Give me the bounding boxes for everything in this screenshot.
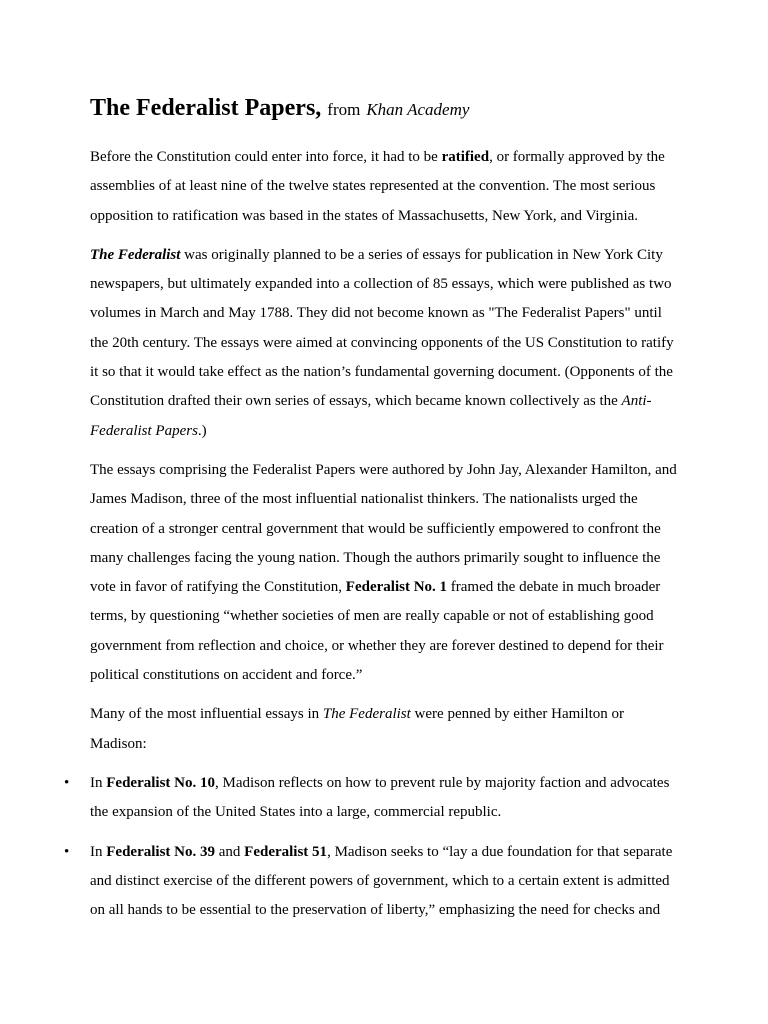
text-run: framed the debate in much broader terms, by questioning “whether societies of men are really capable or not of establishing good government from reflection and choice, or whether they are forever destined to depend for their political constitutions on accident and force.”	[90, 579, 664, 684]
bullet-icon: •	[64, 774, 70, 791]
paragraph-authors	[90, 456, 682, 690]
text-run: , or formally approved by the assemblies of at least nine of the twelve states represented at the convention. The most serious opposition to ratification was based in the states of Massachusetts, New York, and Virginia.	[90, 149, 665, 224]
text-run: Many of the most influential essays in	[90, 706, 323, 723]
list-item	[64, 838, 682, 926]
term-anti-federalist-papers: Anti-Federalist Papers	[90, 393, 652, 439]
term-federalist-no-1: Federalist No. 1	[345, 579, 448, 596]
text-run: and	[214, 843, 245, 860]
bullet-icon: •	[64, 843, 70, 860]
term-federalist-no-39: Federalist No. 39	[106, 843, 215, 860]
essay-list	[64, 769, 682, 925]
text-run: In	[90, 843, 107, 860]
text-run: was originally planned to be a series of essays for publication in New York City newspapers, but ultimately expanded into a collection of 85 essays, which were published as two volumes in March and May 1788. They did not become known as "The Federalist Papers" until the 20th century. The essays were aimed at convincing opponents of the US Constitution to ratify it so that it would take effect as the nation’s fundamental governing document. (Opponents of the Constitution drafted their own series of essays, which became known collectively as the	[90, 246, 674, 410]
list-item	[64, 769, 682, 828]
title-source	[366, 100, 469, 119]
text-run: Before the Constitution could enter into force, it had to be	[90, 149, 442, 165]
paragraph-influential-essays	[90, 700, 682, 759]
term-the-federalist-italic: The Federalist	[322, 706, 411, 723]
text-run: , Madison seeks to “lay a due foundation for that separate and distinct exercise of the different powers of government, which to a certain extent is admitted on all hands to be essential to the preservation of liberty,” emphasizing the need for checks and	[90, 843, 673, 919]
text-run: , Madison reflects on how to prevent rule by majority faction and advocates the expansion of the United States into a large, commercial republic.	[90, 774, 670, 821]
paragraph-ratification	[90, 143, 682, 231]
term-the-federalist-text: The Federalist	[90, 246, 181, 263]
page-title	[90, 92, 682, 126]
paragraph-the-federalist	[90, 241, 682, 446]
term-federalist-no-10: Federalist No. 10	[106, 774, 215, 791]
term-ratified: ratified	[441, 149, 490, 165]
document-page	[64, 92, 682, 935]
term-federalist-51: Federalist 51	[244, 843, 328, 860]
text-run: were penned by either Hamilton or Madison:	[90, 706, 625, 752]
term-the-federalist	[90, 247, 180, 263]
title-main: The Federalist Papers,	[90, 95, 322, 121]
text-run: The essays comprising the Federalist Papers were authored by John Jay, Alexander Hamilton, and James Madison, three of the most influential nationalist thinkers. The nationalists urged the creation of a stronger central government that would be sufficiently empowered to confront the many challenges facing the young nation. Though the authors primarily sought to influence the vote in favor of ratifying the Constitution,	[90, 461, 677, 596]
text-run: .)	[197, 422, 207, 439]
title-source-name: Khan Academy	[366, 100, 470, 119]
title-from: from	[327, 100, 361, 119]
text-run: In	[90, 774, 107, 791]
